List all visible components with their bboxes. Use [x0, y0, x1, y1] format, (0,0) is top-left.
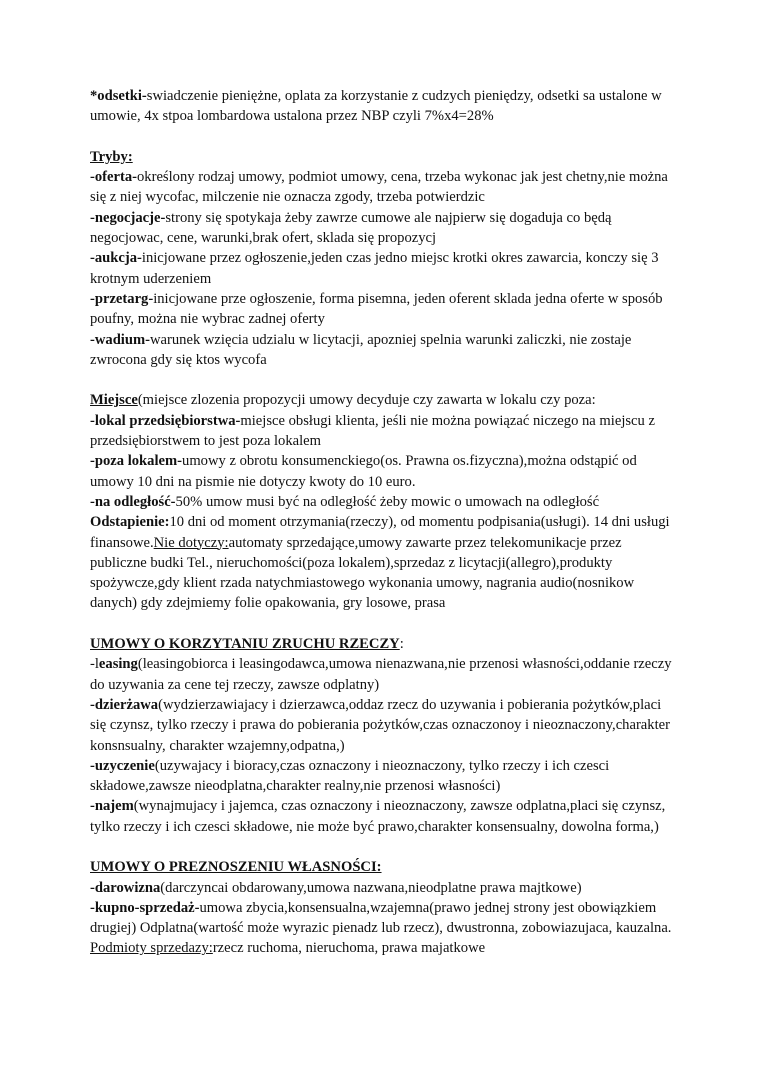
podmioty-text: rzecz ruchoma, nieruchoma, prawa majatkowe: [212, 940, 486, 957]
miejsce-item: [90, 492, 680, 512]
tryby-item-text: inicjowane przez ogłoszenie,jeden czas jedno miejsc krotki okres zawarcia, konczy się 3 krotnym uderzeniem: [90, 250, 659, 287]
tryby-item-term: -oferta-: [90, 169, 137, 186]
korzystanie-item-text: (wydzierzawiajacy i dzierzawca,oddaz rzecz do uzywania i pobierania pożytków,placi się czynsz, tylko rzeczy i prawa do pobierania pożytków,czas oznaczonoy i nieoznaczony,charakter konsnsualny, charakter wzajemny,odpatna,): [90, 696, 670, 754]
przenoszenie-item-text: (darczyncai obdarowany,umowa nazwana,nieodplatne prawa majtkowe): [160, 879, 582, 896]
tryby-item-text: strony się spotykaja żeby zawrze cumowe ale najpierw się dogaduja co będą negocjowac, cene, warunki,brak ofert, sklada się propozycj: [90, 209, 612, 247]
miejsce-item-term: -lokal przedsiębiorstwa-: [90, 412, 241, 429]
korzystanie-item-term: -dzierżawa: [90, 696, 159, 713]
miejsce-item-text: umowy z obrotu konsumenckiego(os. Prawna os.fizyczna),można odstąpić od umowy 10 dni na pismie nie dotyczy kwoty do 10 euro.: [90, 453, 637, 490]
korzystanie-heading-text: UMOWY O KORZYTANIU ZRUCHU RZECZY: [90, 636, 400, 653]
tryby-item-term: -aukcja-: [90, 250, 142, 267]
kupno-term: -kupno-sprzedaż-: [90, 899, 200, 916]
przenoszenie-heading: [90, 857, 680, 877]
tryby-item: [90, 167, 680, 208]
miejsce-item: [90, 411, 680, 452]
przenoszenie-item: [90, 878, 680, 898]
miejsce-heading-text: Miejsce: [90, 392, 138, 409]
tryby-item: [90, 330, 680, 371]
korzystanie-heading-colon: :: [399, 636, 404, 653]
odsetki-text: swiadczenie pieniężne, oplata za korzystanie z cudzych pieniędzy, odsetki sa ustalone w umowie, 4x stpoa lombardowa ustalona przez NBP czyli 7%x4=28%: [90, 88, 662, 125]
korzystanie-item-text: (leasingobiorca i leasingodawca,umowa nienazwana,nie przenosi własności,oddanie rzeczy do uzywania za cene tej rzeczy, zawsze odplatny): [90, 656, 672, 693]
podmioty-label: Podmioty sprzedazy:: [90, 940, 213, 957]
tryby-heading-text: Tryby:: [90, 148, 133, 165]
tryby-item-term: -przetarg-: [90, 290, 154, 307]
miejsce-item-text: miejsce obsługi klienta, jeśli nie można powiązać niczego na miejscu z przedsiębiorstwem to jest poza lokalem: [90, 412, 655, 450]
odstapienie-text: 10 dni od moment otrzymania(rzeczy), od momentu podpisania(usługi). 14 dni usługi finansowe.: [90, 514, 670, 551]
korzystanie-item-text: (uzywajacy i bioracy,czas oznaczony i nieoznaczony, tylko rzeczy i ich czesci składowe,zawsze nieodplatna,charakter realny,nie przenosi własności): [90, 757, 610, 795]
miejsce-item-term: -na odległość-: [90, 493, 176, 510]
tryby-item-text: warunek wzięcia udzialu w licytacji, apozniej spelnia warunki zaliczki, nie zostaje zwrocona gdy się ktos wycofa: [90, 331, 632, 368]
miejsce-item: [90, 451, 680, 492]
nie-dotyczy-label: Nie dotyczy:: [153, 534, 229, 551]
korzystanie-item-term: -uzyczenie: [90, 757, 155, 774]
tryby-item: [90, 289, 680, 330]
odstapienie-paragraph: [90, 512, 680, 613]
korzystanie-item: [90, 695, 680, 756]
odstapienie-term: Odstapienie:: [90, 514, 170, 531]
miejsce-item-text: 50% umow musi być na odległość żeby mowic o umowach na odległość: [175, 493, 600, 510]
kupno-text: umowa zbycia,konsensualna,wzajemna(prawo jednej strony jest obowiązkiem drugiej) Odplatna(wartość może wyrazic pienadz lub rzecz), dwustronna, zobowiazujaca, kauzalna.: [90, 899, 672, 937]
miejsce-item-term: -poza lokalem-: [90, 453, 183, 470]
miejsce-intro: (miejsce zlozenia propozycji umowy decyduje czy zawarta w lokalu czy poza:: [137, 392, 596, 409]
document-page: [90, 86, 680, 959]
nie-dotyczy-text: automaty sprzedające,umowy zawarte przez telekomunikacje przez publiczne budki Tel., nieruchomości(poza lokalem),sprzedaz z licytacji(allegro),produkty spożywcze,gdy klient rzada natychmiastowego wykonania umowy, nagrania audio(nosnikow danych) gdy zdejmiemy folie opakowania, gry losowe, prasa: [90, 534, 635, 612]
korzystanie-item-term: -najem: [90, 798, 134, 815]
tryby-item-term: -negocjacje-: [90, 209, 166, 226]
kupno-sprzedaz-paragraph: [90, 898, 680, 959]
korzystanie-item: [90, 654, 680, 695]
tryby-item-text: określony rodzaj umowy, podmiot umowy, cena, trzeba wykonac jak jest chetny,nie można się z niej wycofac, milczenie nie oznacza zgody, trzeba potwierdzic: [90, 169, 668, 206]
korzystanie-heading: [90, 634, 680, 654]
tryby-item: [90, 208, 680, 249]
korzystanie-item: [90, 756, 680, 797]
tryby-item-text: inicjowane prze ogłoszenie, forma pisemna, jeden oferent sklada jedna oferte w sposób poufny, można nie wybrac zadnej oferty: [90, 290, 663, 328]
przenoszenie-heading-text: UMOWY O PREZNOSZENIU WŁASNOŚCI:: [90, 859, 382, 876]
tryby-item: [90, 248, 680, 289]
odsetki-term: *odsetki-: [90, 88, 147, 104]
przenoszenie-item-term: -darowizna: [90, 879, 161, 896]
tryby-heading: [90, 147, 680, 167]
odsetki-paragraph: [90, 86, 680, 127]
korzystanie-item-term: easing: [98, 656, 138, 673]
korzystanie-item-prefix: -l: [90, 656, 99, 673]
tryby-item-term: -wadium-: [90, 331, 150, 348]
korzystanie-item: [90, 796, 680, 837]
korzystanie-item-text: (wynajmujacy i jajemca, czas oznaczony i nieoznaczony, zawsze odplatna,placi się czynsz, tylko rzeczy i ich czesci składowe, nie może być prawo,charakter konsensualny, dowolna forma,): [90, 798, 666, 835]
miejsce-heading: [90, 390, 680, 410]
